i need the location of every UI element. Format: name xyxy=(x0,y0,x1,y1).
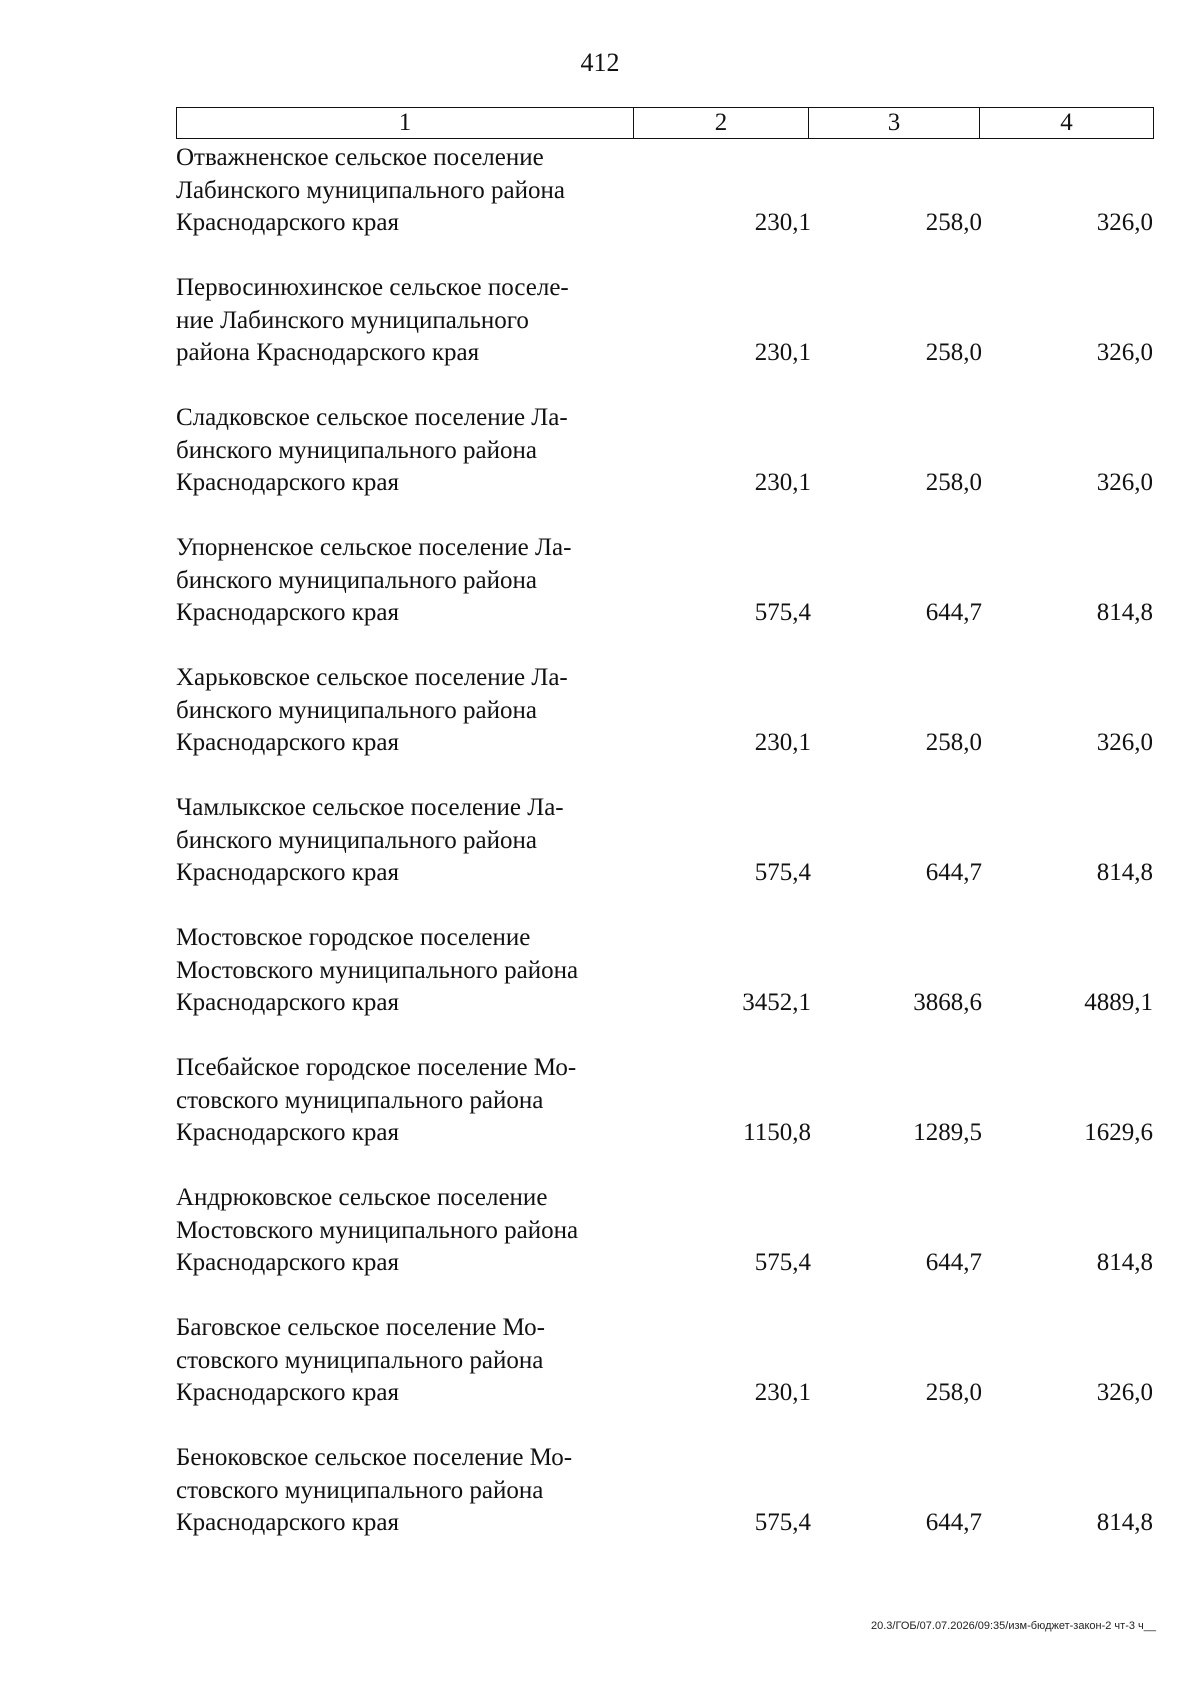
settlement-name-line: бинского муниципального района xyxy=(176,696,537,724)
settlement-name-line: Краснодарского края xyxy=(176,859,399,886)
value-col-4: 814,8 xyxy=(1096,1509,1153,1536)
value-col-2: 575,4 xyxy=(754,1509,811,1536)
table-row xyxy=(176,1052,1156,1182)
value-col-3: 258,0 xyxy=(925,1379,982,1406)
value-col-2: 1150,8 xyxy=(743,1119,811,1146)
value-col-4: 326,0 xyxy=(1096,729,1153,756)
settlement-name xyxy=(176,402,636,500)
table-row xyxy=(176,792,1156,922)
settlement-name-line: Краснодарского края xyxy=(176,469,399,496)
settlement-name-line: Мостовское городское поселение xyxy=(176,924,531,951)
settlement-name-line: Отважненское сельское поселение xyxy=(176,144,544,171)
value-col-3: 258,0 xyxy=(925,729,982,756)
settlement-name xyxy=(176,272,636,370)
table-row xyxy=(176,1182,1156,1312)
value-col-2: 230,1 xyxy=(754,339,811,366)
settlement-name-line: бинского муниципального района xyxy=(176,436,537,464)
value-col-2: 230,1 xyxy=(754,209,811,236)
settlement-name-line: Харьковское сельское поселение Ла- xyxy=(176,664,568,691)
settlement-name xyxy=(176,922,636,1020)
value-col-2: 575,4 xyxy=(754,859,811,886)
value-col-4: 4889,1 xyxy=(1084,989,1153,1016)
settlement-name xyxy=(176,1312,636,1410)
table-row xyxy=(176,1312,1156,1442)
value-col-3: 258,0 xyxy=(925,469,982,496)
settlement-name-line: бинского муниципального района xyxy=(176,566,537,594)
settlement-name-line: Краснодарского края xyxy=(176,1509,399,1536)
value-col-4: 326,0 xyxy=(1096,339,1153,366)
table-row xyxy=(176,402,1156,532)
table-header xyxy=(176,107,1154,139)
value-col-4: 326,0 xyxy=(1096,469,1153,496)
value-col-4: 814,8 xyxy=(1096,599,1153,626)
settlement-name-line: Краснодарского края xyxy=(176,729,399,756)
value-col-2: 230,1 xyxy=(754,469,811,496)
settlement-name-line: стовского муниципального района xyxy=(176,1476,544,1504)
settlement-name-line: Псебайское городское поселение Мо- xyxy=(176,1054,577,1081)
settlement-name-line: бинского муниципального района xyxy=(176,826,537,854)
value-col-2: 575,4 xyxy=(754,599,811,626)
settlement-name-line: Краснодарского края xyxy=(176,599,399,626)
settlement-name-line: стовского муниципального района xyxy=(176,1086,544,1114)
table-row xyxy=(176,662,1156,792)
settlement-name-line: Баговское сельское поселение Мо- xyxy=(176,1314,545,1341)
header-col-2: 2 xyxy=(634,108,809,138)
settlement-name xyxy=(176,142,636,240)
value-col-3: 3868,6 xyxy=(913,989,982,1016)
value-col-3: 258,0 xyxy=(925,209,982,236)
settlement-name-line: Краснодарского края xyxy=(176,1249,399,1276)
value-col-3: 1289,5 xyxy=(913,1119,982,1146)
settlement-name-line: Мостовского муниципального района xyxy=(176,956,579,984)
table-body xyxy=(176,142,1156,1572)
value-col-3: 644,7 xyxy=(925,1249,982,1276)
settlement-name xyxy=(176,792,636,890)
header-col-4: 4 xyxy=(1060,109,1073,136)
table-row xyxy=(176,1442,1156,1572)
settlement-name-line: Беноковское сельское поселение Мо- xyxy=(176,1444,573,1471)
header-col-1: 1 xyxy=(177,108,634,138)
settlement-name-line: Первосинюхинское сельское поселе- xyxy=(176,274,569,301)
value-col-2: 230,1 xyxy=(754,729,811,756)
value-col-4: 326,0 xyxy=(1096,1379,1153,1406)
value-col-4: 814,8 xyxy=(1096,859,1153,886)
settlement-name-line: ние Лабинского муниципального xyxy=(176,306,529,334)
table-row xyxy=(176,142,1156,272)
settlement-name-line: Краснодарского края xyxy=(176,209,399,236)
value-col-4: 326,0 xyxy=(1096,209,1153,236)
settlement-name-line: Краснодарского края xyxy=(176,1379,399,1406)
value-col-2: 3452,1 xyxy=(742,989,811,1016)
settlement-name xyxy=(176,1052,636,1150)
value-col-3: 644,7 xyxy=(925,859,982,886)
settlement-name-line: Лабинского муниципального района xyxy=(176,176,566,204)
page-number: 412 xyxy=(580,48,620,77)
settlement-name-line: Мостовского муниципального района xyxy=(176,1216,579,1244)
settlement-name-line: Краснодарского края xyxy=(176,989,399,1016)
value-col-2: 575,4 xyxy=(754,1249,811,1276)
value-col-4: 1629,6 xyxy=(1084,1119,1153,1146)
value-col-4: 814,8 xyxy=(1096,1249,1153,1276)
value-col-3: 258,0 xyxy=(925,339,982,366)
settlement-name-line: Краснодарского края xyxy=(176,1119,399,1146)
value-col-3: 644,7 xyxy=(925,599,982,626)
table-row xyxy=(176,532,1156,662)
footer-doc-code: 20.3/ГОБ/07.07.2026/09:35/изм-бюджет-закон-2 чт-3 ч__ xyxy=(871,1620,1156,1632)
value-col-3: 644,7 xyxy=(925,1509,982,1536)
settlement-name-line: Упорненское сельское поселение Ла- xyxy=(176,534,572,561)
settlement-name xyxy=(176,1182,636,1280)
settlement-name-line: района Краснодарского края xyxy=(176,339,480,366)
settlement-name-line: Сладковское сельское поселение Ла- xyxy=(176,404,568,431)
value-col-2: 230,1 xyxy=(754,1379,811,1406)
header-col-3: 3 xyxy=(809,108,980,138)
settlement-name-line: Андрюковское сельское поселение xyxy=(176,1184,548,1211)
table-row xyxy=(176,272,1156,402)
settlement-name xyxy=(176,1442,636,1540)
settlement-name-line: Чамлыкское сельское поселение Ла- xyxy=(176,794,564,821)
settlement-name xyxy=(176,532,636,630)
settlement-name-line: стовского муниципального района xyxy=(176,1346,544,1374)
table-row xyxy=(176,922,1156,1052)
settlement-name xyxy=(176,662,636,760)
